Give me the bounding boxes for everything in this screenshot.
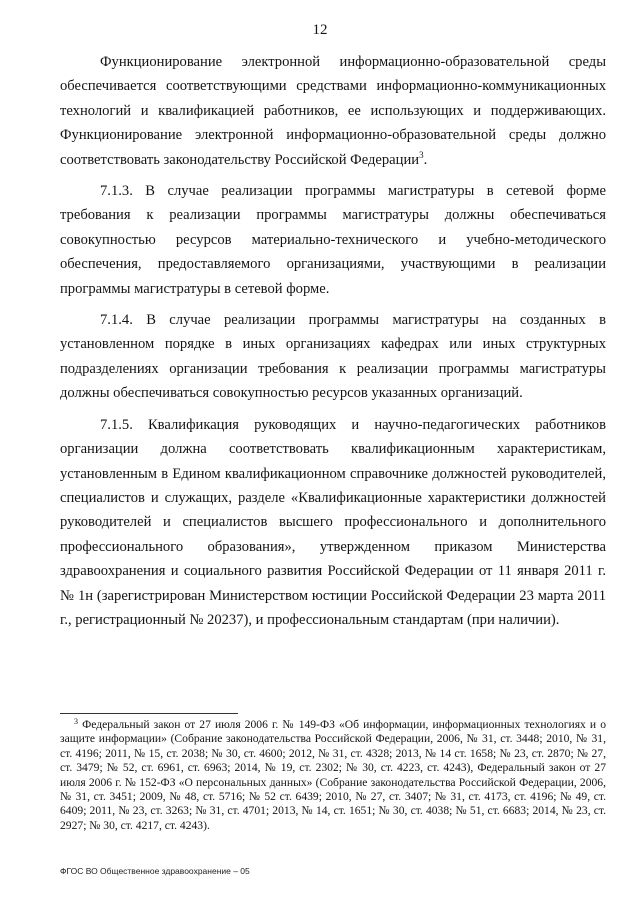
footnote-reference[interactable]: 3 <box>419 149 424 160</box>
page-number: 12 <box>312 22 328 38</box>
footnote <box>60 718 606 833</box>
footer-caption: ФГОС ВО Общественное здравоохранение – 05 <box>60 866 250 876</box>
main-text <box>60 50 606 639</box>
paragraph-7-1-5: 7.1.5. Квалификация руководящих и научно-педагогических работников организации должна соответствовать квалификационным характеристикам, установленным в Едином квалификационном справочнике должностей руководителей, специалистов и служащих, разделе «Квалификационные характеристики должностей руководителей и специалистов высшего профессионального и дополнительного профессионального образования», утвержденном приказом Министерства здравоохранения и социального развития Российской Федерации от 11 января 2011 г. № 1н (зарегистрирован Министерством юстиции Российской Федерации 23 марта 2011 г., регистрационный № 20237), и профессиональным стандартам (при наличии). <box>60 416 606 628</box>
paragraph-eios-text: Функционирование электронной информационно-образовательной среды обеспечивается соответствующими средствами информационно-коммуникационных технологий и квалификацией работников, ее использующих и поддерживающих. Функционирование электронной информационно-образовательной среды должно соответствовать законодательству Российской Федерации <box>60 54 606 168</box>
footnote-text: Федеральный закон от 27 июля 2006 г. № 149-ФЗ «Об информации, информационных технологиях и о защите информации» (Собрание законодательства Российской Федерации, 2006, № 31, ст. 3448; 2010, № 31, ст. 4196; 2011, № 15, ст. 2038; № 30, ст. 4600; 2012, № 31, ст. 4328; 2013, № 14 ст. 1658; № 23, ст. 2870; № 27, ст. 3479; № 52, ст. 6961, ст. 6963; 2014, № 19, ст. 2302; № 30, ст. 4223, ст. 4243), Федеральный закон от 27 июля 2006 г. № 152-ФЗ «О персональных данных» (Собрание законодательства Российской Федерации, 2006, № 31, ст. 3451; 2009, № 48, ст. 5716; № 52 ст. 6439; 2010, № 27, ст. 3407; № 31, ст. 4173, ст. 4196; № 49, ст. 6409; 2011, № 23, ст. 3263; № 31, ст. 4701; 2013, № 14, ст. 1651; № 30, ст. 4038; № 51, ст. 6683; 2014, № 23, ст. 2927; № 30, ст. 4217, ст. 4243). <box>60 718 606 832</box>
paragraph-eios: Функционирование электронной информационно-образовательной среды обеспечивается соответствующими средствами информационно-коммуникационных технологий и квалификацией работников, ее использующих и поддерживающих. Функционирование электронной информационно-образовательной среды должно соответствовать законодательству Российской Федерации$^3$. <box>60 54 606 168</box>
paragraph-7-1-3: 7.1.3. В случае реализации программы магистратуры в сетевой форме требования к реализации программы магистратуры должны обеспечиваться совокупностью ресурсов материально-технического и учебно-методического обеспечения, предоставляемого организациями, участвующими в реализации программы магистратуры в сетевой форме. <box>60 183 606 297</box>
footnote-divider <box>60 713 238 714</box>
paragraph-7-1-4: 7.1.4. В случае реализации программы магистратуры на созданных в установленном порядке в иных организациях кафедрах или иных структурных подразделениях организации требования к реализации программы магистратуры должны обеспечиваться совокупностью ресурсов указанных организаций. <box>60 312 606 402</box>
footnote-marker: 3 <box>74 717 78 726</box>
